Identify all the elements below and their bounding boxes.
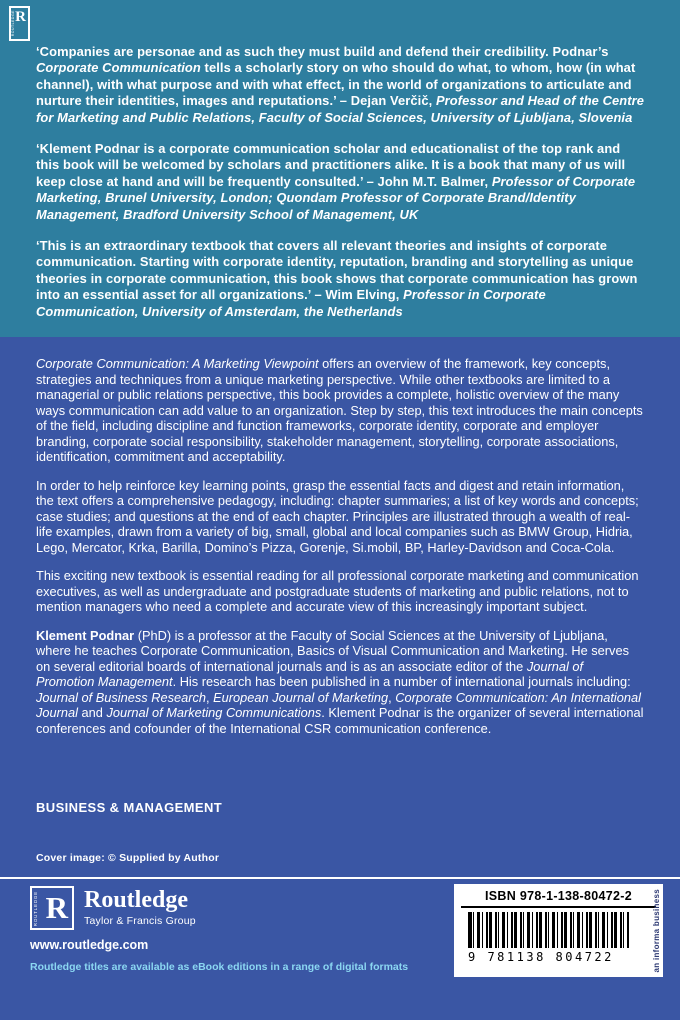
book-description: [0, 337, 680, 736]
journal-title: Journal of Promotion Management: [36, 658, 584, 689]
book-title-mention: Corporate Communication: A Marketing Viewpoint: [36, 356, 319, 371]
routledge-corner-r-letter: R: [15, 9, 26, 25]
author-name: Klement Podnar: [36, 627, 135, 643]
text-segment: ‘Klement Podnar is a corporate communication scholar and educationalist of the top rank and this book will be welcomed by scholars and practitioners alike. It is a book that many of us will keep close at hand and will be frequently consulted.’ – John M.T. Balmer,: [36, 141, 626, 189]
book-title-mention: Corporate Communication: [36, 60, 201, 76]
routledge-wordmark: [84, 886, 196, 927]
endorser-affiliation: Professor of Corporate Marketing, Brunel University, London; Quondam Professor of Corporate Brand/Identity Management, Bradford University School of Management, UK: [36, 173, 636, 222]
text-segment: . Klement Podnar is the organizer of several international conferences and cofounder of the International CSR communication conference.: [36, 705, 644, 736]
isbn-box: [454, 884, 663, 977]
category-label: BUSINESS & MANAGEMENT: [36, 800, 223, 815]
text-segment: and: [77, 705, 107, 720]
text-segment: ‘Companies are personae and as such they must build and defend their credibility. Podnar’s: [36, 44, 609, 59]
informa-business-label: an informa business: [652, 888, 661, 972]
text-segment: . His research has been published in a number of international journals including:: [172, 674, 631, 689]
description-paragraph-3: This exciting new textbook is essential reading for all professional corporate marketing and communication executives, as well as undergraduate and postgraduate students of marketing and public relations, not to mention managers who need a complete and accurate view of this increasingly important subject.: [36, 568, 639, 614]
routledge-logo-mark-icon: [30, 886, 74, 930]
author-bio: [36, 628, 644, 737]
endorsements-section: [0, 0, 680, 337]
journal-title: Journal of Marketing Communications: [106, 705, 322, 720]
isbn-label: ISBN 978-1-138-80472-2: [485, 889, 632, 903]
routledge-logo-vertical-text: ROUTLEDGE: [33, 891, 38, 927]
footer-divider: [0, 877, 680, 879]
text-segment: offers an overview of the framework, key concepts, strategies and techniques from a unique marketing perspective. While other textbooks are limited to a managerial or public relations perspective, this book provides a complete, holistic overview of the many ways communication can add value to an organization. Step by step, this text introduces the main concepts of the field, including discipline and function frameworks, corporate identity, corporate and employer branding, corporate social responsibility, stakeholder management, storytelling, corporate associations, identification, commitment and acceptability.: [36, 356, 643, 464]
routledge-corner-logo-icon: [9, 6, 30, 41]
cover-image-credit: Cover image: © Supplied by Author: [36, 852, 220, 864]
taylor-francis-group-label: Taylor & Francis Group: [84, 915, 196, 927]
endorsement-quotes: [0, 0, 680, 320]
description-paragraph-2: In order to help reinforce key learning points, grasp the essential facts and digest and retain information, the text offers a comprehensive pedagogy, including: chapter summaries; a list of key words and concepts; case studies; and questions at the end of each chapter. Principles are illustrated through a wealth of real-life examples, drawn from a variety of big, small, global and local companies such as BMW Group, Hidria, Lego, Mercator, Krka, Barilla, Domino’s Pizza, Gorenje, Si.mobil, BP, Harley-Davidson and Coca-Cola.: [36, 477, 639, 555]
ebook-availability-note: Routledge titles are available as eBook editions in a range of digital formats: [30, 961, 409, 973]
journal-title: European Journal of Marketing: [213, 689, 389, 705]
isbn-divider: [461, 906, 656, 908]
barcode-icon: [468, 912, 629, 948]
endorsement-quote-1: [36, 44, 646, 126]
website-url: www.routledge.com: [30, 938, 149, 952]
endorsement-quote-2: [36, 141, 646, 223]
text-segment: (PhD) is a professor at the Faculty of Social Sciences at the University of Ljubljana, where he teaches Corporate Communication, Basics of Visual Communication and Marketing. He serves on several editorial boards of international journals and is as an associate editor of the: [36, 627, 629, 674]
endorser-affiliation: Professor in Corporate Communication, University of Amsterdam, the Netherlands: [36, 287, 546, 319]
text-segment: ,: [388, 689, 396, 705]
publisher-name: Routledge: [84, 887, 188, 913]
isbn-digits: 9 781138 804722: [468, 950, 614, 964]
endorser-affiliation: Professor and Head of the Centre for Marketing and Public Relations, Faculty of Social Sciences, University of Ljubljana, Slovenia: [36, 93, 645, 125]
routledge-logo-r-letter: R: [45, 890, 68, 925]
description-paragraph-1: [36, 356, 644, 465]
endorsement-quote-3: [36, 238, 646, 320]
routledge-corner-vertical-text: ROUTLEDGE: [11, 10, 15, 37]
journal-title: Journal of Business Research: [36, 689, 207, 705]
routledge-logo: [30, 886, 196, 930]
text-segment: ‘This is an extraordinary textbook that covers all relevant theories and insights of corporate communication. Starting with corporate identity, reputation, branding and storytelling as unique theories in corporate communication, this book shows that corporate communication has grown into an essential asset for all organizations.’ – Wim Elving,: [36, 238, 638, 303]
text-segment: ,: [206, 689, 214, 705]
text-segment: tells a scholarly story on who should do what, to whom, how (in what channel), with what purpose and with what effect, in the world of organizations to articulate and nurture their identities, images and reputations.’ – Dejan Verčič,: [36, 60, 636, 109]
journal-title: Corporate Communication: An International Journal: [36, 689, 641, 720]
